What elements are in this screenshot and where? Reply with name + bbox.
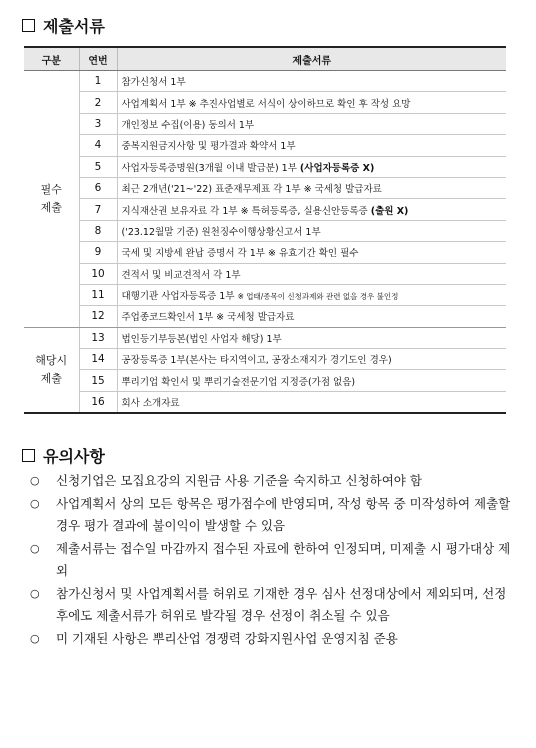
- notes-list: [22, 470, 522, 650]
- checkbox-square-icon: [22, 449, 35, 462]
- document-text: 최근 2개년('21~'22) 표준재무제표 각 1부 ※ 국세청 발급자료: [121, 184, 382, 196]
- row-number: 8: [79, 220, 117, 241]
- table-row: [24, 327, 506, 348]
- table-row: [24, 242, 506, 263]
- category-label: 제출: [40, 371, 62, 385]
- document-text: 국세 및 지방세 완납 증명서 각 1부 ※ 유효기간 확인 필수: [121, 248, 359, 260]
- table-row: [24, 92, 506, 113]
- circle-bullet-icon: ○: [30, 496, 40, 510]
- row-number: 11: [79, 284, 117, 305]
- table-body: [24, 71, 506, 414]
- section-title-text: 제출서류: [43, 17, 105, 36]
- document-cell: [117, 92, 506, 113]
- table-row: [24, 349, 506, 370]
- row-number: 5: [79, 156, 117, 177]
- row-number: 15: [79, 370, 117, 391]
- document-cell: [117, 156, 506, 177]
- document-cell: [117, 263, 506, 284]
- document-text: 뿌리기업 확인서 및 뿌리기술전문기업 지정증(가점 없음): [121, 376, 356, 388]
- document-cell: [117, 327, 506, 348]
- document-text: 주업종코드확인서 1부 ※ 국세청 발급자료: [121, 312, 295, 324]
- note-text: 제출서류는 접수일 마감까지 접수된 자료에 한하여 인정되며, 미제출 시 평가대상 제외: [56, 540, 511, 578]
- document-cell: [117, 177, 506, 198]
- document-text: 법인등기부등본(법인 사업자 해당) 1부: [121, 333, 282, 345]
- document-cell: [117, 242, 506, 263]
- note-text: 신청기업은 모집요강의 지원금 사용 기준을 숙지하고 신청하여야 함: [56, 473, 422, 488]
- table-row: [24, 199, 506, 220]
- circle-bullet-icon: ○: [30, 541, 40, 555]
- document-cell: [117, 113, 506, 134]
- table-row: [24, 177, 506, 198]
- row-number: 16: [79, 391, 117, 413]
- section-title-documents: [22, 14, 105, 37]
- section-title-notes: [22, 444, 105, 467]
- row-number: 12: [79, 306, 117, 327]
- table-row: [24, 156, 506, 177]
- document-footnote: ※ 업태/종목이 신청과제와 관련 없을 경우 불인정: [237, 292, 399, 302]
- document-cell: [117, 71, 506, 92]
- checkbox-square-icon: [22, 19, 35, 32]
- note-item: [22, 583, 522, 628]
- document-text: 지식재산권 보유자료 각 1부 ※ 특허등록증, 실용신안등록증: [121, 205, 371, 217]
- note-item: [22, 538, 522, 583]
- table-row: [24, 391, 506, 413]
- section-title-text: 유의사항: [43, 447, 105, 466]
- row-number: 10: [79, 263, 117, 284]
- document-cell: [117, 135, 506, 156]
- row-number: 3: [79, 113, 117, 134]
- document-text: 공장등록증 1부(본사는 타지역이고, 공장소재지가 경기도인 경우): [121, 355, 392, 367]
- document-cell: [117, 284, 506, 305]
- document-cell: [117, 370, 506, 391]
- category-cell-conditional: [24, 327, 79, 413]
- document-text: 중복지원금지사항 및 평가결과 확약서 1부: [121, 141, 296, 153]
- header-category: 구분: [24, 47, 79, 71]
- note-text: 미 기재된 사항은 뿌리산업 경쟁력 강화지원사업 운영지침 준용: [56, 630, 398, 646]
- document-emphasis: (출원 X): [370, 205, 409, 217]
- row-number: 2: [79, 92, 117, 113]
- note-item: [22, 628, 522, 651]
- document-text: ('23.12월말 기준) 원천징수이행상황신고서 1부: [121, 226, 321, 238]
- note-text: 사업계획서 상의 모든 항목은 평가점수에 반영되며, 작성 항목 중 미작성하여 제출할 경우 평가 결과에 불이익이 발생할 수 있음: [56, 495, 511, 533]
- document-cell: [117, 306, 506, 327]
- circle-bullet-icon: ○: [30, 631, 40, 645]
- table-row: [24, 306, 506, 327]
- document-cell: [117, 349, 506, 370]
- row-number: 6: [79, 177, 117, 198]
- document-emphasis: (사업자등록증 X): [299, 162, 375, 174]
- table-row: [24, 113, 506, 134]
- document-text: 회사 소개자료: [121, 398, 180, 410]
- document-cell: [117, 199, 506, 220]
- header-number: 연번: [79, 47, 117, 71]
- category-label: 필수: [40, 182, 62, 196]
- row-number: 7: [79, 199, 117, 220]
- header-documents: 제출서류: [117, 47, 506, 71]
- document-text: 사업자등록증명원(3개월 이내 발급분) 1부: [121, 162, 300, 174]
- document-text: 개인정보 수집(이용) 동의서 1부: [121, 119, 255, 131]
- note-item: [22, 470, 522, 493]
- document-text: 견적서 및 비교견적서 각 1부: [121, 269, 241, 281]
- document-cell: [117, 220, 506, 241]
- documents-table: [24, 46, 506, 414]
- row-number: 4: [79, 135, 117, 156]
- table-row: [24, 71, 506, 92]
- table-row: [24, 135, 506, 156]
- note-text: 참가신청서 및 사업계획서를 허위로 기재한 경우 심사 선정대상에서 제외되며, 선정 후에도 제출서류가 허위로 발각될 경우 선정이 취소될 수 있음: [56, 585, 507, 623]
- table-row: [24, 370, 506, 391]
- table-row: [24, 220, 506, 241]
- category-label: 해당시: [35, 353, 68, 367]
- document-text: 참가신청서 1부: [121, 77, 186, 89]
- row-number: 1: [79, 71, 117, 92]
- category-cell-required: [24, 71, 79, 328]
- table-row: [24, 284, 506, 305]
- document-cell: [117, 391, 506, 413]
- table-row: [24, 263, 506, 284]
- row-number: 14: [79, 349, 117, 370]
- note-item: [22, 493, 522, 538]
- category-label: 제출: [40, 200, 62, 214]
- circle-bullet-icon: ○: [30, 586, 40, 600]
- document-text: 대행기관 사업자등록증 1부: [121, 291, 238, 303]
- row-number: 9: [79, 242, 117, 263]
- circle-bullet-icon: ○: [30, 474, 40, 487]
- document-text: 사업계획서 1부 ※ 추진사업별로 서식이 상이하므로 확인 후 작성 요망: [121, 98, 411, 110]
- row-number: 13: [79, 327, 117, 348]
- table-header-row: [24, 47, 506, 71]
